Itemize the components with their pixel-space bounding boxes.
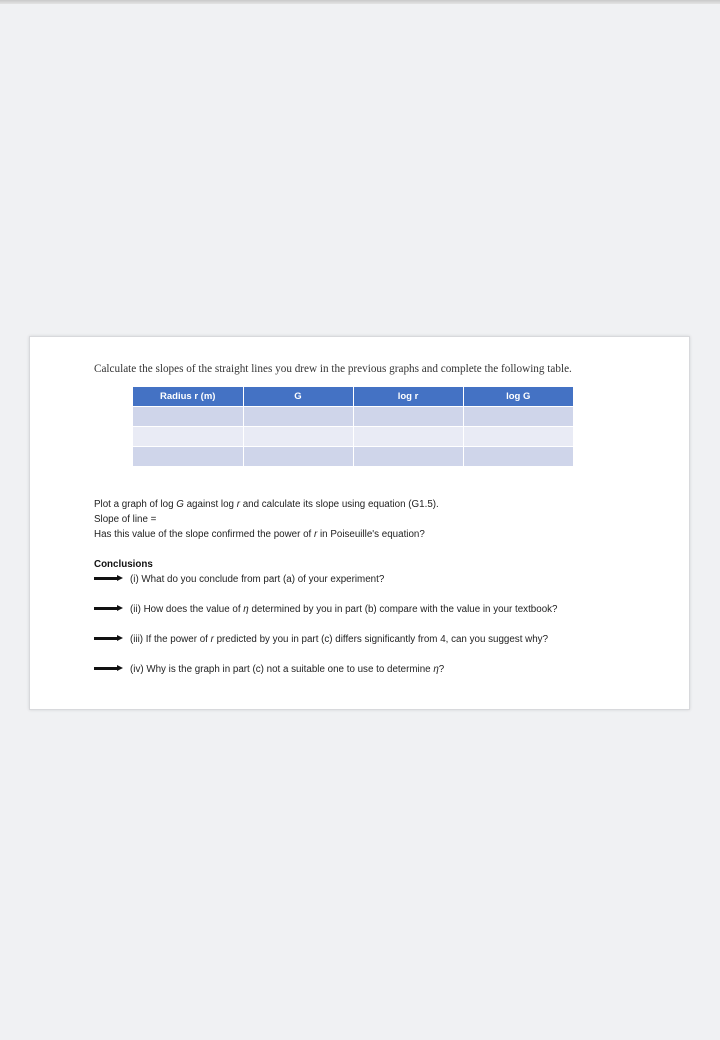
conclusions-heading: Conclusions bbox=[94, 559, 153, 570]
header-radius: Radius r (m) bbox=[133, 387, 243, 407]
table-cell bbox=[463, 427, 573, 447]
table-cell bbox=[133, 427, 243, 447]
header-log-g: log G bbox=[463, 387, 573, 407]
conclusion-q2-text-1: (ii) How does the value of bbox=[130, 604, 244, 615]
table-cell bbox=[463, 447, 573, 467]
arrow-right-icon bbox=[94, 574, 124, 582]
document-page bbox=[29, 336, 690, 710]
table-cell bbox=[243, 447, 353, 467]
arrow-right-icon bbox=[94, 634, 124, 642]
table-cell bbox=[243, 407, 353, 427]
table-row bbox=[133, 427, 573, 447]
conclusion-q4-text-1: (iv) Why is the graph in part (c) not a suitable one to use to determine bbox=[130, 664, 434, 675]
table-cell bbox=[243, 427, 353, 447]
conclusion-q2-eta: η bbox=[243, 604, 249, 615]
table-header-row bbox=[133, 387, 573, 407]
conclusion-q3-text-1: (iii) If the power of bbox=[130, 634, 211, 645]
conclusion-q1: (i) What do you conclude from part (a) of your experiment? bbox=[130, 574, 385, 585]
confirm-text-2: in Poiseuille's equation? bbox=[317, 529, 425, 540]
conclusion-q2-text-2: determined by you in part (b) compare with the value in your textbook? bbox=[248, 604, 558, 615]
confirm-var-r: r bbox=[314, 529, 318, 540]
table-cell bbox=[463, 407, 573, 427]
table-cell bbox=[353, 427, 463, 447]
conclusion-item bbox=[94, 664, 444, 675]
table-cell bbox=[133, 407, 243, 427]
intro-text: Calculate the slopes of the straight lines you drew in the previous graphs and complete the following table. bbox=[94, 363, 572, 375]
header-g: G bbox=[243, 387, 353, 407]
slope-line: Slope of line = bbox=[94, 514, 157, 525]
conclusion-q3-var-r: r bbox=[210, 634, 214, 645]
conclusion-q3-text-2: predicted by you in part (c) differs significantly from 4, can you suggest why? bbox=[213, 634, 549, 645]
arrow-right-icon bbox=[94, 664, 124, 672]
conclusion-item bbox=[94, 634, 548, 645]
table-cell bbox=[133, 447, 243, 467]
table-cell bbox=[353, 447, 463, 467]
conclusion-item bbox=[94, 604, 557, 615]
plot-text-1: Plot a graph of log bbox=[94, 499, 177, 510]
table-row bbox=[133, 407, 573, 427]
plot-var-g: G bbox=[176, 499, 184, 510]
conclusion-item bbox=[94, 574, 384, 585]
plot-instruction bbox=[94, 499, 439, 510]
plot-var-r: r bbox=[236, 499, 240, 510]
conclusion-q4-eta: η bbox=[433, 664, 439, 675]
results-table bbox=[133, 387, 573, 466]
plot-text-2: against log bbox=[183, 499, 237, 510]
arrow-right-icon bbox=[94, 604, 124, 612]
plot-text-3: and calculate its slope using equation (G1.5). bbox=[239, 499, 439, 510]
confirm-text-1: Has this value of the slope confirmed the power of bbox=[94, 529, 315, 540]
table-cell bbox=[353, 407, 463, 427]
table-row bbox=[133, 447, 573, 467]
conclusion-q4-text-2: ? bbox=[438, 664, 445, 675]
top-shadow-bar bbox=[0, 0, 720, 4]
confirm-question bbox=[94, 529, 425, 540]
header-log-r: log r bbox=[353, 387, 463, 407]
